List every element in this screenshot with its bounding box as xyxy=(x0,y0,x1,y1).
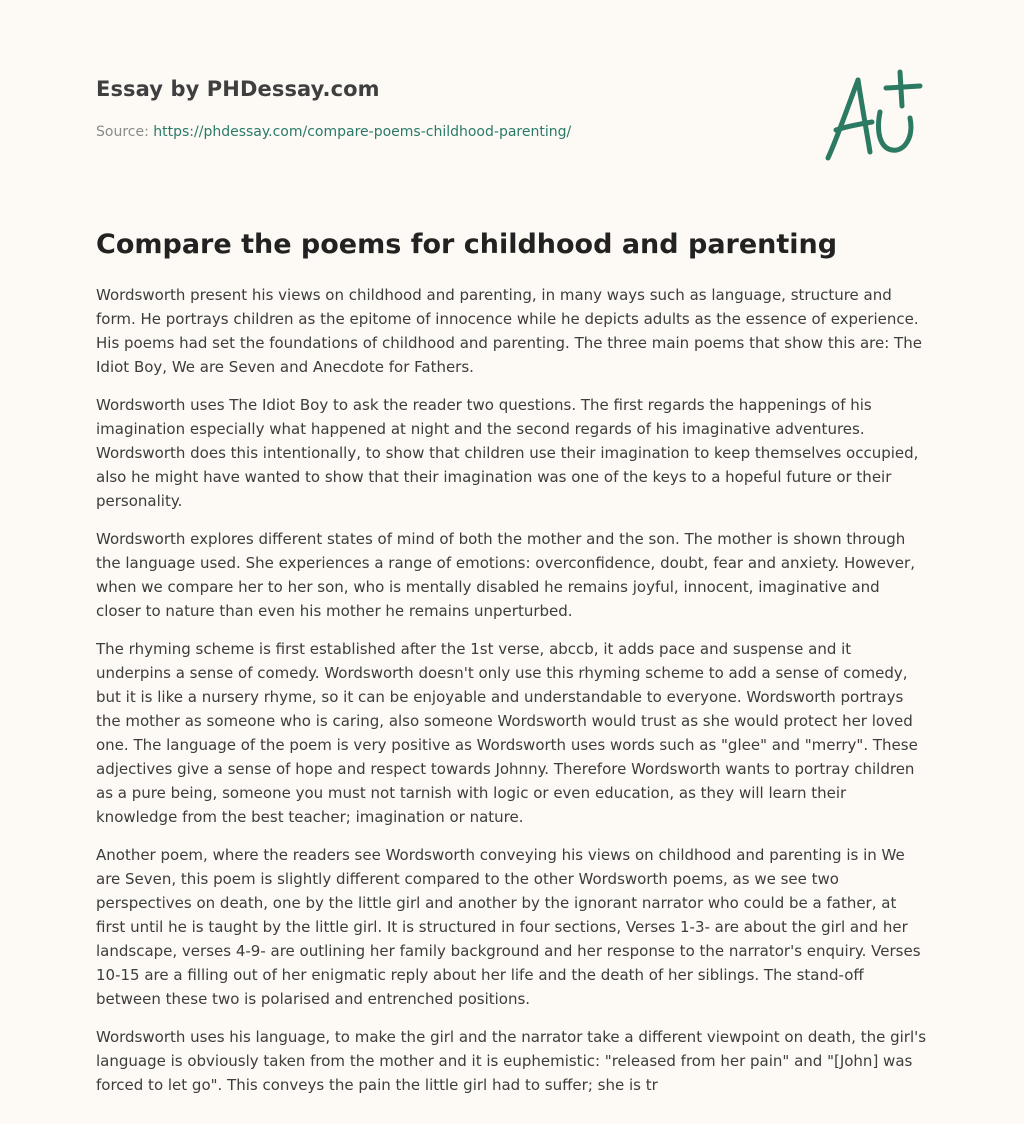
essay-paragraph: Wordsworth uses The Idiot Boy to ask the reader two questions. The first regards the happenings of his imagination especially what happened at night and the second regards of his imaginative adventures. Wordsworth does this intentionally, to show that children use their imagination to keep themselves occupied, also he might have wanted to show that their imagination was one of the keys to a hopeful future or their personality. xyxy=(96,396,919,510)
essay-paragraph: The rhyming scheme is first established after the 1st verse, abccb, it adds pace and suspense and it underpins a sense of comedy. Wordsworth doesn't only use this rhyming scheme to add a sense of comedy, but it is like a nursery rhyme, so it can be enjoyable and understandable to everyone. Wordsworth portrays the mother as someone who is caring, also someone Wordsworth would trust as she would protect her loved one. The language of the poem is very positive as Wordsworth uses words such as "glee" and "merry". These adjectives give a sense of hope and respect towards Johnny. Therefore Wordsworth wants to portray children as a pure being, someone you must not tarnish with logic or even education, as they will learn their knowledge from the best teacher; imagination or nature. xyxy=(96,640,918,826)
source-link[interactable]: https://phdessay.com/compare-poems-childhood-parenting/ xyxy=(153,124,572,140)
essay-paragraph: Wordsworth uses his language, to make the girl and the narrator take a different viewpoint on death, the girl's language is obviously taken from the mother and it is euphemistic: "released from her pain" and "[John] was forced to let go". This conveys the pain the little girl had to suffer; she is tr xyxy=(96,1028,927,1094)
source-label: Source: xyxy=(96,124,149,140)
essay-body xyxy=(96,283,928,1111)
brand-title: Essay by PHDessay.com xyxy=(96,77,380,101)
source-line xyxy=(96,122,796,142)
a-plus-logo-icon xyxy=(818,66,928,166)
essay-paragraph: Another poem, where the readers see Wordsworth conveying his views on childhood and parenting is in We are Seven, this poem is slightly different compared to the other Wordsworth poems, as we see two perspectives on death, one by the little girl and another by the ignorant narrator who could be a father, at first until he is taught by the little girl. It is structured in four sections, Verses 1-3- are about the girl and her landscape, verses 4-9- are outlining her family background and her response to the narrator's enquiry. Verses 10-15 are a filling out of her enigmatic reply about her life and the death of her siblings. The stand-off between these two is polarised and entrenched positions. xyxy=(96,846,921,1008)
essay-paragraph: Wordsworth present his views on childhood and parenting, in many ways such as language, structure and form. He portrays children as the epitome of innocence while he depicts adults as the essence of experience. His poems had set the foundations of childhood and parenting. The three main poems that show this are: The Idiot Boy, We are Seven and Anecdote for Fathers. xyxy=(96,286,922,376)
essay-paragraph: Wordsworth explores different states of mind of both the mother and the son. The mother is shown through the language used. She experiences a range of emotions: overconfidence, doubt, fear and anxiety. However, when we compare her to her son, who is mentally disabled he remains joyful, innocent, imaginative and closer to nature than even his mother he remains unperturbed. xyxy=(96,530,915,620)
essay-header xyxy=(96,74,796,142)
essay-title: Compare the poems for childhood and parenting xyxy=(96,229,838,260)
